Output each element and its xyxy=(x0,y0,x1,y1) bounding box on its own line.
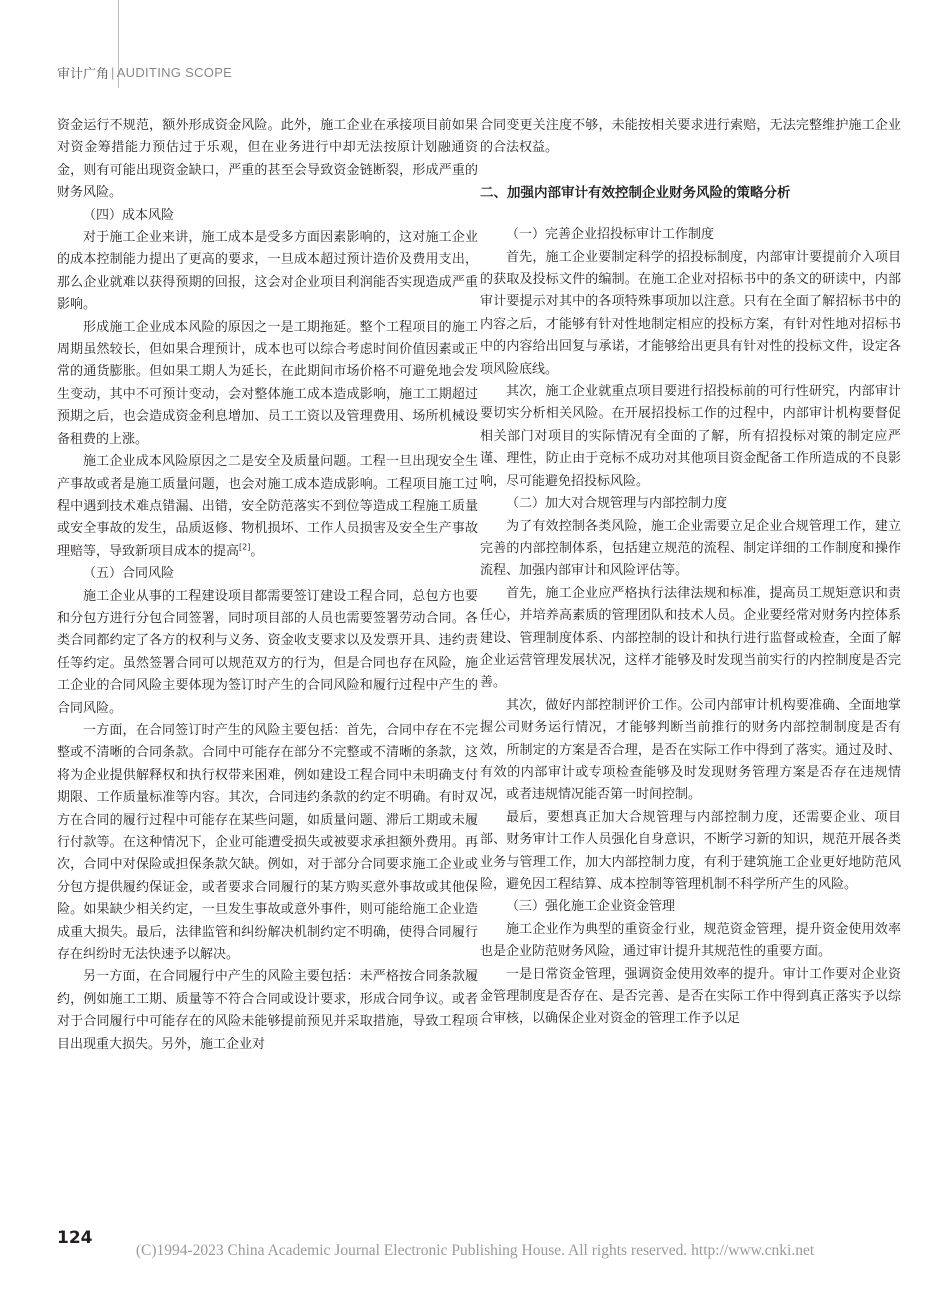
paragraph: 施工企业作为典型的重资金行业，规范资金管理，提升资金使用效率也是企业防范财务风险，通过审计提升其规范性的重要方面。 xyxy=(480,921,901,960)
section-subheading: （三）强化施工企业资金管理 xyxy=(506,899,676,915)
paragraph: 首先，施工企业应严格执行法律法规和标准，提高员工规矩意识和责任心，并培养高素质的管理团队和技术人员。企业要经常对财务内控体系建设、管理制度体系、内部控制的设计和执行进行监督或检查，全面了解企业运营管理发展状况，这样才能够及时发现当前实行的内控制度是否完善。 xyxy=(480,585,901,691)
paragraph: 施工企业成本风险原因之二是安全及质量问题。工程一旦出现安全生产事故或者是施工质量问题，也会对施工成本造成影响。工程项目施工过程中遇到技术难点错漏、出错，安全防范落实不到位等造成工程施工质量或安全事故的发生，品质返修、物机损坏、工作人员损害及安全生产事故理赔等，导致新项目成本的提高[2]。 xyxy=(57,454,478,559)
journal-title-en: AUDITING SCOPE xyxy=(116,64,233,80)
paragraph: 其次，施工企业就重点项目要进行招投标前的可行性研究，内部审计要切实分析相关风险。在开展招投标工作的过程中，内部审计机构要督促相关部门对项目的实际情况有全面的了解，所有招投标对策的制定应严谨、理性，防止由于竞标不成功对其他项目资金配备工作所造成的不良影响，尽可能避免招投标风险。 xyxy=(480,384,901,489)
copyright-footer: (C)1994-2023 China Academic Journal Electronic Publishing House. All rights reserved. http://www.cnki.net xyxy=(135,1242,815,1259)
paragraph: 一方面，在合同签订时产生的风险主要包括：首先，合同中存在不完整或不清晰的合同条款。合同中可能存在部分不完整或不清晰的条款，这将为企业提供解释权和执行权带来困难，例如建设工程合同中未明确支付期限、工作质量标准等内容。其次，合同违约条款的约定不明确。有时双方在合同的履行过程中可能存在某些问题，如质量问题、滞后工期或未履行付款等。在这种情况下，企业可能遭受损失或被要求承担额外费用。再次，合同中对保险或担保条款欠缺。例如，对于部分合同要求施工企业或分包方提供履约保证金，或者要求合同履行的某方购买意外事故或其他保险。如果缺少相关约定，一旦发生事故或意外事件，则可能给施工企业造成重大损失。最后，法律监管和纠纷解决机制约定不明确，使得合同履行存在纠纷时无法快速予以解决。 xyxy=(57,722,478,963)
paragraph: 合同变更关注度不够，未能按相关要求进行索赔，无法完整维护施工企业的合法权益。 xyxy=(480,118,901,156)
section-subheading: （五）合同风险 xyxy=(83,566,175,582)
running-header xyxy=(57,62,232,82)
paragraph: 施工企业从事的工程建设项目都需要签订建设工程合同，总包方也要和分包方进行分包合同签署，同时项目部的人员也需要签署劳动合同。各类合同都约定了各方的权利与义务、资金收支要求以及发票开具、违约责任等约定。虽然签署合同可以规范双方的行为，但是合同也存在风险，施工企业的合同风险主要体现为签订时产生的合同风险和履行过程中产生的合同风险。 xyxy=(57,588,478,716)
paragraph: 一是日常资金管理，强调资金使用效率的提升。审计工作要对企业资金管理制度是否存在、是否完善、是否在实际工作中得到真正落实予以综合审核，以确保企业对资金的管理工作予以足 xyxy=(480,966,901,1027)
paragraph: 对于施工企业来讲，施工成本是受多方面因素影响的，这对施工企业的成本控制能力提出了更高的要求，一旦成本超过预计造价及费用支出，那么企业就难以获得预期的回报，这会对企业项目利润能否实现造成严重影响。 xyxy=(57,230,478,313)
citation-ref: [2] xyxy=(239,542,251,552)
page-number: 124 xyxy=(57,1228,93,1248)
section-heading: 二、加强内部审计有效控制企业财务风险的策略分析 xyxy=(480,184,791,201)
right-column xyxy=(480,115,901,1031)
paragraph: 另一方面，在合同履行中产生的风险主要包括：未严格按合同条款履约，例如施工工期、质量等不符合合同或设计要求，形成合同争议。或者对于合同履行中可能存在的风险未能够提前预见并采取措施，导致工程项目出现重大损失。另外，施工企业对 xyxy=(57,969,478,1052)
section-subheading: （四）成本风险 xyxy=(83,207,175,223)
journal-title-cn: 审计广角 xyxy=(57,66,110,82)
left-column xyxy=(57,115,478,1056)
section-subheading: （二）加大对合规管理与内部控制力度 xyxy=(506,496,728,512)
header-separator: | xyxy=(111,64,115,80)
paragraph: 其次，做好内部控制评价工作。公司内部审计机构要准确、全面地掌握公司财务运行情况，才能够判断当前推行的财务内部控制制度是否有效，所制定的方案是否合理，是否在实际工作中得到了落实。通过及时、有效的内部审计或专项检查能够及时发现财务管理方案是否存在违规情况，或者违规情况能否第一时间控制。 xyxy=(480,697,901,803)
paragraph: 为了有效控制各类风险，施工企业需要立足企业合规管理工作，建立完善的内部控制体系，包括建立规范的流程、制定详细的工作制度和操作流程、加强内部审计和风险评估等。 xyxy=(480,518,901,579)
paragraph: 形成施工企业成本风险的原因之一是工期拖延。整个工程项目的施工周期虽然较长，但如果合理预计，成本也可以综合考虑时间价值因素或正常的通货膨胀。但如果工期人为延长，在此期间市场价格不可避免地会发生变动，其中不可预计变动，会对整体施工成本造成影响，施工工期超过预期之后，也会造成资金利息增加、员工工资以及管理费用、场所机械设备租费的上涨。 xyxy=(57,319,478,447)
paragraph: 最后，要想真正加大合规管理与内部控制力度，还需要企业、项目部、财务审计工作人员强化自身意识，不断学习新的知识，规范开展各类业务与管理工作，加大内部控制力度，有利于建筑施工企业更好地防范风险，避免因工程结算、成本控制等管理机制不科学所产生的风险。 xyxy=(480,809,901,892)
paragraph: 首先，施工企业要制定科学的招投标制度，内部审计要提前介入项目的获取及投标文件的编制。在施工企业对招标书中的条文的研读中，内部审计要提示对其中的各项特殊事项加以注意。只有在全面了解招标书中的内容之后，才能够有针对性地制定相应的投标方案，有针对性地对招标书中的内容给出回复与承诺，才能够给出更具有针对性的投标文件，设定各项风险底线。 xyxy=(480,249,901,377)
section-subheading: （一）完善企业招投标审计工作制度 xyxy=(506,227,715,243)
paragraph: 资金运行不规范，额外形成资金风险。此外，施工企业在承接项目前如果对资金筹措能力预估过于乐观，但在业务进行中却无法按原计划融通资金，则有可能出现资金缺口，严重的甚至会导致资金链断裂，形成严重的财务风险。 xyxy=(57,118,478,201)
